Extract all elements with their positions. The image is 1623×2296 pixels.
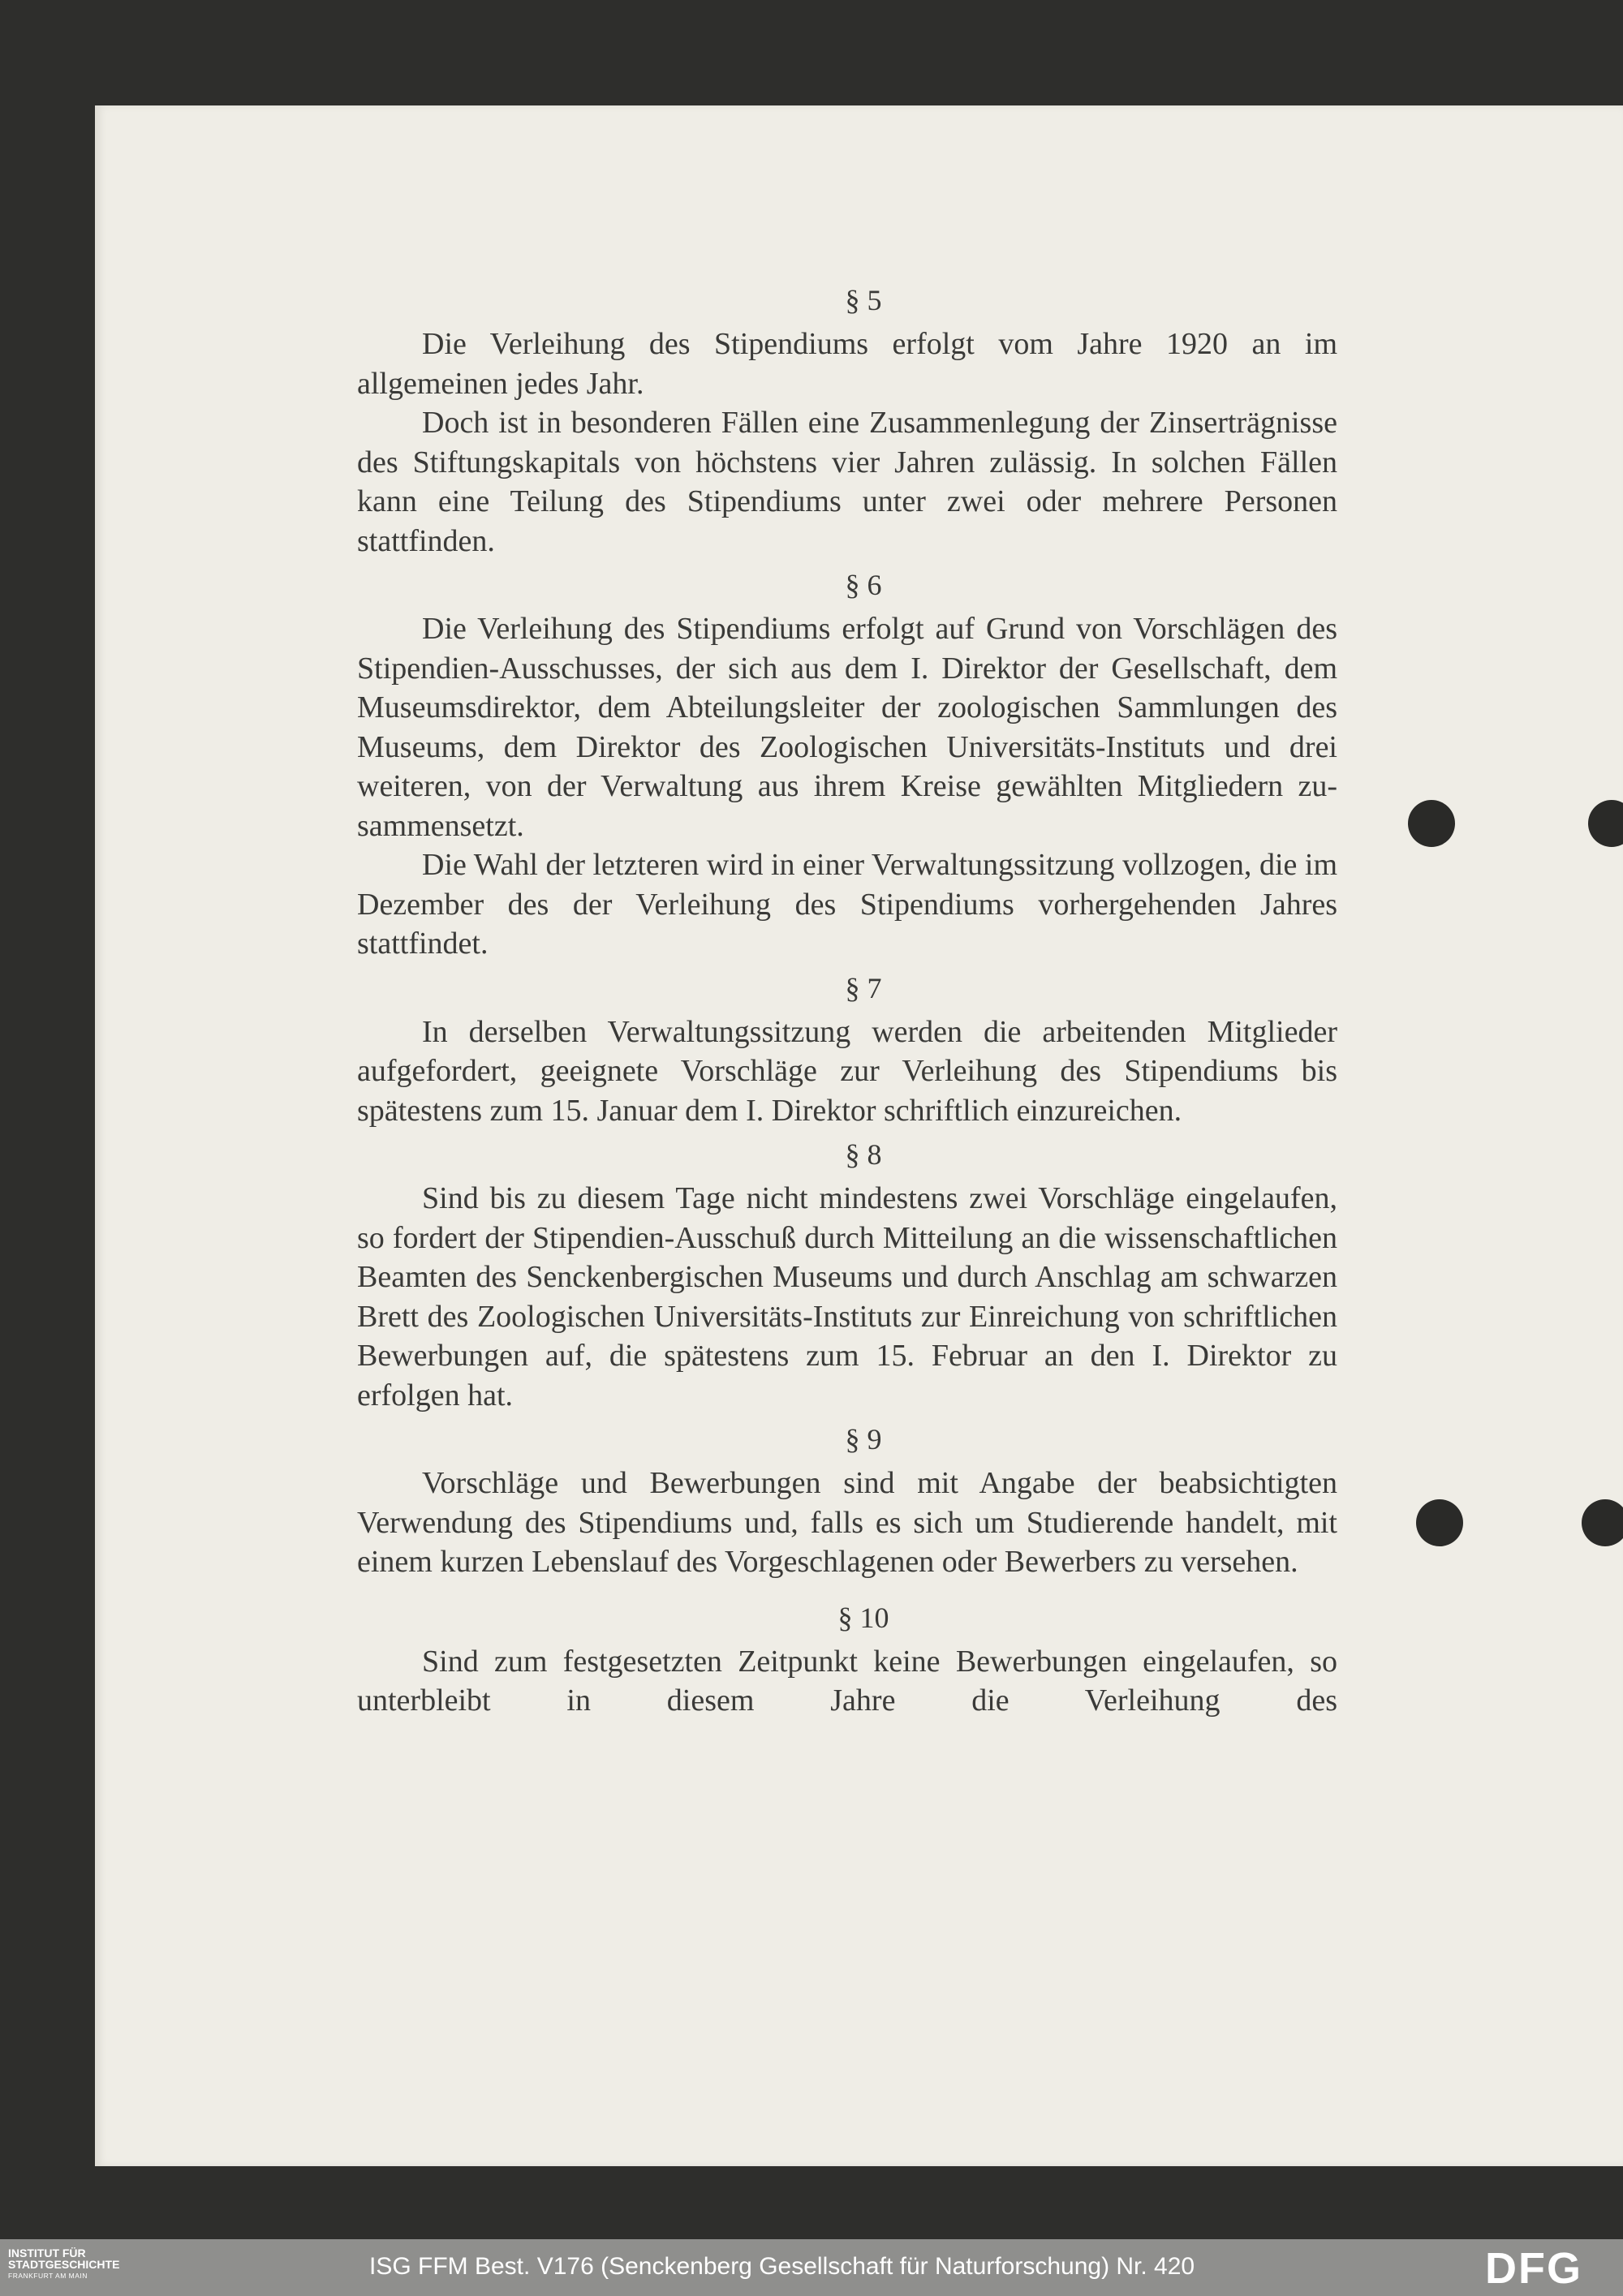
paragraph: Sind zum festgesetzten Zeitpunkt keine Bewerbungen eingelaufen, so unterbleibt in diesem Jahre die Verleihung des — [357, 1644, 1337, 1718]
section-heading: § 8 — [845, 1138, 882, 1171]
paragraph: Doch ist in besonderen Fällen eine Zusammenlegung der Zinserträgnisse des Stiftungskapitals von höchstens vier Jahren zulässig. In solchen Fällen kann eine Teilung des Stipendiums unter zwei oder mehrere Personen stattfinden. — [357, 406, 1337, 558]
paragraph: In derselben Verwaltungssitzung werden die arbeitenden Mitglieder aufgefordert, geeignete Vorschläge zur Verleihung des Stipendiums bis spätestens zum 15. Januar dem I. Direktor schriftlich einzureichen. — [357, 1014, 1337, 1128]
section-heading: § 9 — [845, 1423, 882, 1455]
paragraph: Die Verleihung des Stipendiums erfolgt auf Grund von Vorschlägen des Stipendien-Ausschusses, der sich aus dem I. Direktor der Gesellschaft, dem Museumsdirektor, dem Abteilungsleiter der zoologischen Sammlungen des Museums, dem Direktor des Zoologischen Universitäts-Instituts und drei weiteren, von der Verwaltung aus ihrem Kreise gewählten Mitgliedern zusammensetzt. — [357, 612, 1337, 843]
paragraph: Die Verleihung des Stipendiums erfolgt vom Jahre 1920 an im allgemeinen jedes Jahr. — [357, 327, 1337, 401]
institute-name-line1: INSTITUT FÜR — [8, 2247, 86, 2259]
punch-hole — [1588, 800, 1623, 847]
section-heading: § 6 — [845, 569, 882, 601]
punch-hole — [1582, 1499, 1623, 1546]
paragraph: Sind bis zu diesem Tage nicht mindestens zwei Vorschläge eingelaufen, so fordert der Stipendien-Ausschuß durch Mitteilung an die wissenschaftlichen Beamten des Senckenbergischen Museums und durch Anschlag am schwarzen Brett des Zoologischen Universitäts-Instituts zur Einreichung von schriftlichen Bewerbungen auf, die spätestens zum 15. Februar an den I. Direktor zu erfolgen hat. — [357, 1181, 1337, 1412]
section-heading: § 7 — [845, 971, 882, 1004]
institute-name-line2: STADTGESCHICHTE — [8, 2258, 120, 2271]
institute-logo — [8, 2247, 170, 2281]
paragraph: Die Wahl der letzteren wird in einer Verwaltungssitzung vollzogen, die im Dezember des der Verleihung des Stipendiums vorhergehenden Jahres stattfindet. — [357, 848, 1337, 961]
archive-citation: ISG FFM Best. V176 (Senckenberg Gesellschaft für Naturforschung) Nr. 420 — [369, 2253, 1195, 2280]
institute-city: FRANKFURT AM MAIN — [8, 2272, 88, 2280]
dfg-logo: DFG — [1485, 2244, 1582, 2293]
archive-footer-bar — [0, 2239, 1623, 2296]
section-heading: § 10 — [837, 1601, 889, 1634]
punch-hole — [1408, 800, 1455, 847]
section-heading: § 5 — [845, 284, 882, 316]
document-text — [357, 276, 1337, 1721]
paragraph: Vorschläge und Bewerbungen sind mit Angabe der beabsichtigten Verwendung des Stipendiums und, falls es sich um Studierende handelt, mit einem kurzen Lebenslauf des Vorgeschlagenen oder Bewerbers zu versehen. — [357, 1466, 1337, 1579]
punch-hole — [1416, 1499, 1463, 1546]
